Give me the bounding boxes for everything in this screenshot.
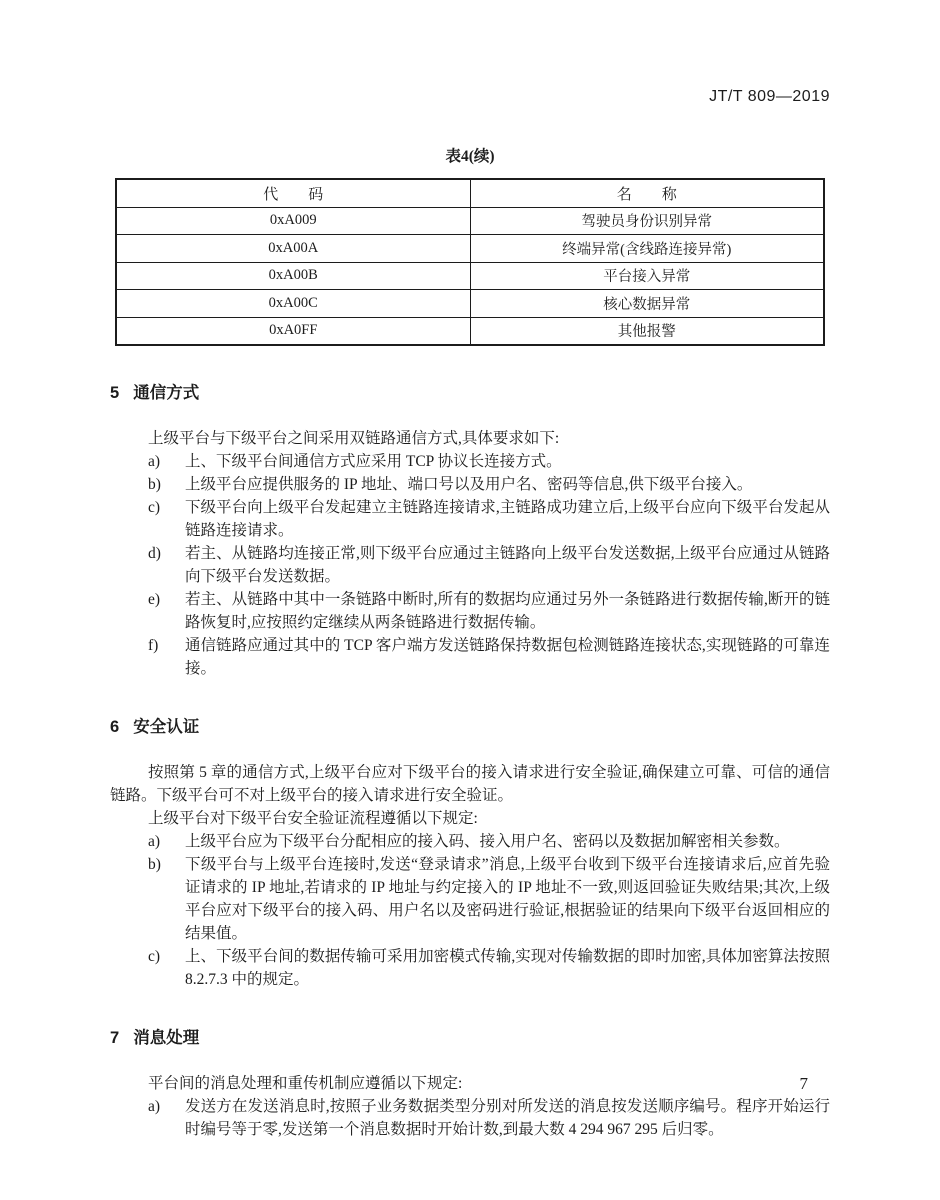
item-label: c) — [148, 499, 161, 516]
section-title: 安全认证 — [133, 718, 200, 736]
column-header-name: 名 称 — [470, 179, 824, 207]
cell-name: 驾驶员身份识别异常 — [470, 207, 824, 235]
item-text: 下级平台向上级平台发起建立主链路连接请求,主链路成功建立后,上级平台应向下级平台发起从链路连接请求。 — [185, 499, 830, 539]
item-text: 上级平台应为下级平台分配相应的接入码、接入用户名、密码以及数据加解密相关参数。 — [185, 833, 790, 850]
section-heading-7 — [110, 1024, 830, 1048]
ordered-list-section-5 — [110, 450, 830, 680]
item-label: c) — [148, 948, 161, 965]
item-label: b) — [148, 476, 161, 493]
list-item — [110, 945, 830, 991]
table-row — [116, 207, 824, 235]
paragraph: 按照第 5 章的通信方式,上级平台应对下级平台的接入请求进行安全验证,确保建立可靠、可信的通信链路。下级平台可不对上级平台的接入请求进行安全验证。 — [110, 764, 830, 804]
section-number: 7 — [110, 1029, 120, 1047]
section-number: 6 — [110, 718, 120, 736]
item-label: f) — [148, 637, 159, 654]
section-heading-5 — [110, 379, 830, 403]
list-item — [110, 634, 830, 680]
item-label: a) — [148, 1098, 161, 1115]
cell-code: 0xA0FF — [116, 317, 470, 345]
table-title: 表4(续) — [445, 148, 495, 165]
list-item — [110, 473, 830, 496]
section-number: 5 — [110, 384, 120, 402]
ordered-list-section-7 — [110, 1095, 830, 1141]
paragraph: 上级平台对下级平台安全验证流程遵循以下规定: — [148, 810, 478, 827]
section-title: 消息处理 — [133, 1029, 200, 1047]
column-header-code: 代 码 — [116, 179, 470, 207]
list-item — [110, 450, 830, 473]
list-item — [110, 542, 830, 588]
item-label: d) — [148, 545, 161, 562]
cell-code: 0xA00C — [116, 290, 470, 318]
list-item — [110, 853, 830, 945]
alarm-code-table — [115, 178, 825, 346]
item-text: 若主、从链路均连接正常,则下级平台应通过主链路向上级平台发送数据,上级平台应通过从链路向下级平台发送数据。 — [185, 545, 830, 585]
ordered-list-section-6 — [110, 830, 830, 991]
cell-name: 其他报警 — [470, 317, 824, 345]
section-title: 通信方式 — [133, 384, 200, 402]
page-number: 7 — [799, 1074, 808, 1093]
section-heading-6 — [110, 713, 830, 737]
paragraph: 上级平台与下级平台之间采用双链路通信方式,具体要求如下: — [148, 430, 560, 447]
item-text: 上级平台应提供服务的 IP 地址、端口号以及用户名、密码等信息,供下级平台接入。 — [185, 476, 753, 493]
table-header-row — [116, 179, 824, 207]
table-row — [116, 317, 824, 345]
cell-name: 平台接入异常 — [470, 262, 824, 290]
table-row — [116, 262, 824, 290]
cell-name: 核心数据异常 — [470, 290, 824, 318]
cell-code: 0xA00A — [116, 235, 470, 263]
table-row — [116, 235, 824, 263]
cell-code: 0xA00B — [116, 262, 470, 290]
item-text: 下级平台与上级平台连接时,发送“登录请求”消息,上级平台收到下级平台连接请求后,应首先验证请求的 IP 地址,若请求的 IP 地址与约定接入的 IP 地址不一致,则返回验证失败结果;其次,上级平台应对下级平台的接入码、用户名以及密码进行验证,根据验证的结果向下级平台返回相应的结果值。 — [185, 856, 830, 942]
item-label: e) — [148, 591, 161, 608]
item-text: 上、下级平台间通信方式应采用 TCP 协议长连接方式。 — [185, 453, 562, 470]
item-label: b) — [148, 856, 161, 873]
item-text: 上、下级平台间的数据传输可采用加密模式传输,实现对传输数据的即时加密,具体加密算法按照 8.2.7.3 中的规定。 — [185, 948, 830, 988]
item-text: 通信链路应通过其中的 TCP 客户端方发送链路保持数据包检测链路连接状态,实现链路的可靠连接。 — [185, 637, 830, 677]
item-text: 发送方在发送消息时,按照子业务数据类型分别对所发送的消息按发送顺序编号。程序开始运行时编号等于零,发送第一个消息数据时开始计数,到最大数 4 294 967 295 后归零。 — [185, 1098, 830, 1138]
cell-name: 终端异常(含线路连接异常) — [470, 235, 824, 263]
cell-code: 0xA009 — [116, 207, 470, 235]
list-item — [110, 588, 830, 634]
item-label: a) — [148, 833, 161, 850]
table-row — [116, 290, 824, 318]
list-item — [110, 1095, 830, 1141]
content-column — [110, 0, 830, 1141]
item-label: a) — [148, 453, 161, 470]
list-item — [110, 830, 830, 853]
list-item — [110, 496, 830, 542]
paragraph: 平台间的消息处理和重传机制应遵循以下规定: — [148, 1075, 463, 1092]
doc-header-code: JT/T 809—2019 — [709, 88, 830, 105]
item-text: 若主、从链路中其中一条链路中断时,所有的数据均应通过另外一条链路进行数据传输,断开的链路恢复时,应按照约定继续从两条链路进行数据传输。 — [185, 591, 830, 631]
